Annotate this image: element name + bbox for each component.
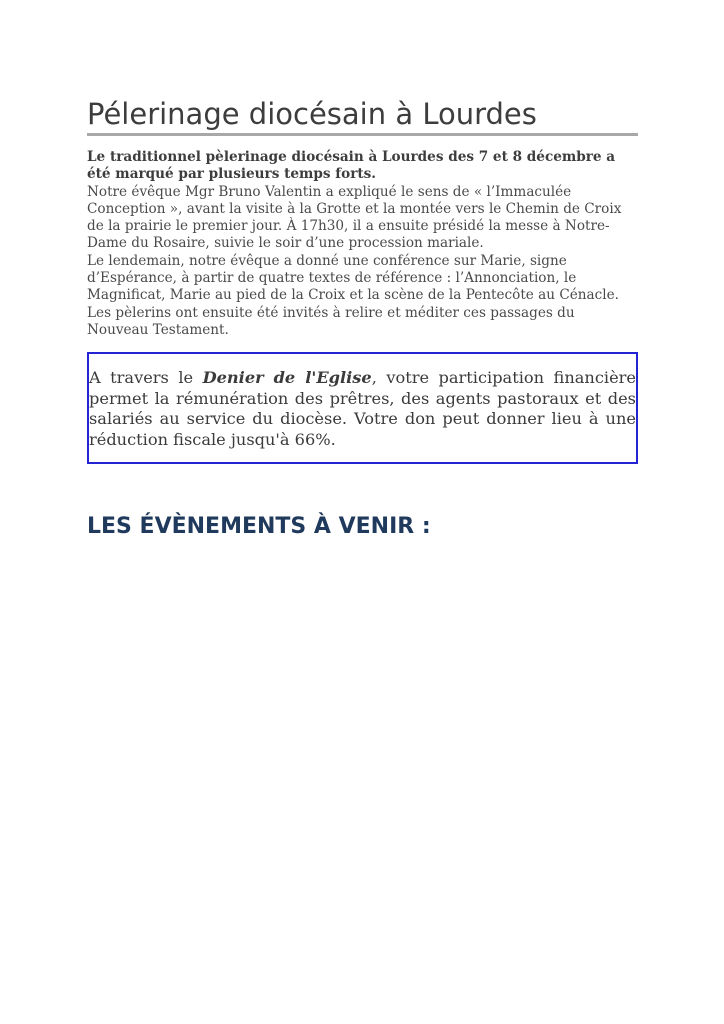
article-lead: Le traditionnel pèlerinage diocésain à Lourdes des 7 et 8 décembre a été marqué par plusieurs temps forts. [87, 149, 616, 183]
title-underline [87, 133, 638, 136]
article-paragraph-2: Le lendemain, notre évêque a donné une conférence sur Marie, signe d’Espérance, à partir de quatre textes de référence : l’Annonciation, le Magnificat, Marie au pied de la Croix et la scène de la Pentecôte au Cénacle. Les pèlerins ont ensuite été invités à relire et méditer ces passages du Nouveau Testament. [87, 252, 619, 338]
denier-emphasis: Denier de l'Eglise [202, 368, 372, 387]
page-title: Pélerinage diocésain à Lourdes [87, 97, 537, 131]
denier-body: , votre participation financière permet la rémunération des prêtres, des agents pastoraux et des salariés au service du diocèse. Votre don peut donner lieu à une réduction fiscale jusqu'à 66%. [89, 368, 636, 449]
denier-intro: A travers le [89, 368, 203, 387]
denier-text [89, 368, 636, 450]
events-heading: LES ÉVÈNEMENTS À VENIR : [87, 514, 431, 539]
denier-callout-box [87, 352, 638, 464]
article [87, 149, 638, 339]
article-paragraph-1: Notre évêque Mgr Bruno Valentin a expliqué le sens de « l’Immaculée Conception », avant la visite à la Grotte et la montée vers le Chemin de Croix de la prairie le premier jour. À 17h30, il a ensuite présidé la messe à Notre-Dame du Rosaire, suivie le soir d’une procession mariale. [87, 183, 622, 252]
